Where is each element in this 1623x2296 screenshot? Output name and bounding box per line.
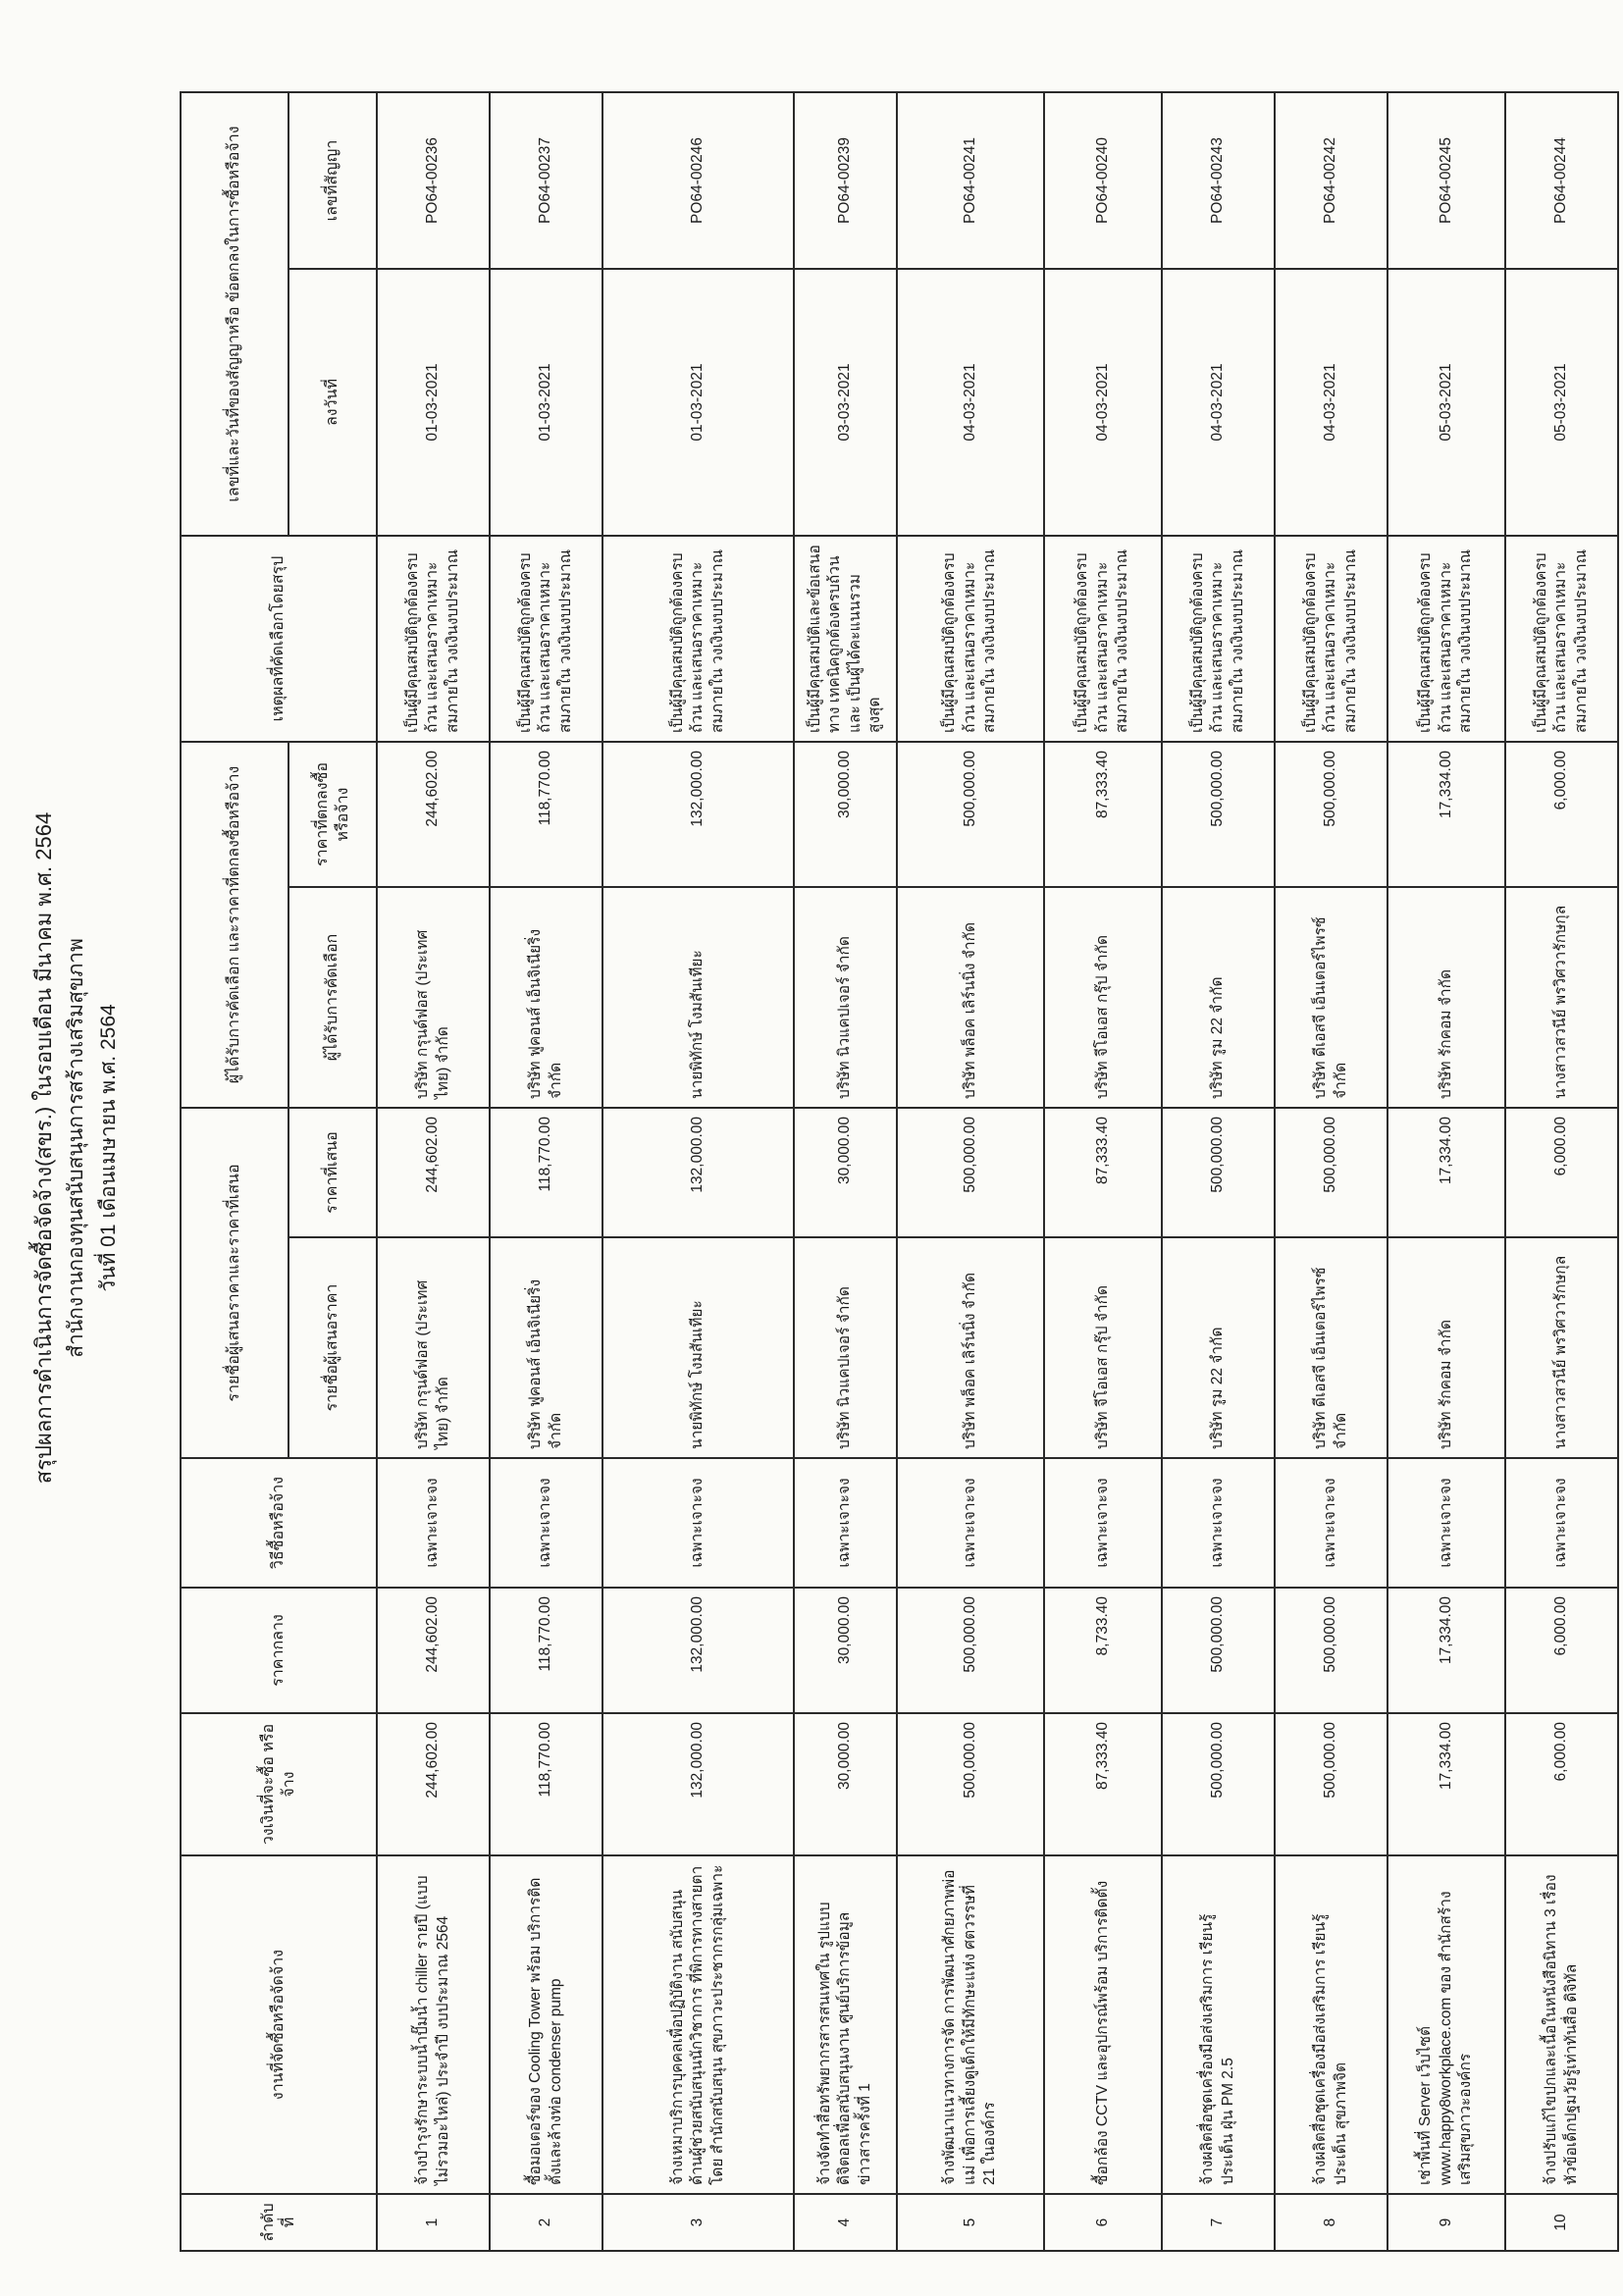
cell-work-description: จ้างเหมาบริการบุคคลเพื่อปฏิบัติงาน สนับสนุนด้านผู้ช่วยสนับสนุนนักวิชาการ ที่พิการทางสายตา โดย สำนักสนับสนุน สุขภาวะประชากรกลุ่มเฉพาะ	[602, 1855, 794, 2194]
cell-middle-price: 17,334.00	[1387, 1588, 1505, 1713]
cell-reason: เป็นผู้มีคุณสมบัติถูกต้องครบถ้วน และเสนอราคาเหมาะสมภายใน วงเงินงบประมาณ	[490, 536, 602, 742]
cell-bidder-name: บริษัท ดีเอสจี เอ็นเตอร์ไพรซ์ จำกัด	[1275, 1237, 1387, 1458]
cell-no: 10	[1505, 2194, 1618, 2251]
cell-contract-no: PO64-00246	[602, 92, 794, 269]
header-method: วิธีซื้อหรือจ้าง	[181, 1458, 377, 1588]
cell-bidder-name: บริษัท รูม 22 จำกัด	[1162, 1237, 1275, 1458]
cell-work-description: ซื้อมอเตอร์ของ Cooling Tower พร้อม บริการติดตั้งและล้างท่อ condenser pump	[490, 1855, 602, 2194]
header-reason: เหตุผลที่คัดเลือกโดยสรุป	[181, 536, 377, 742]
cell-middle-price: 132,000.00	[602, 1588, 794, 1713]
cell-work-description: จ้างพัฒนาแนวทางการจัด การพัฒนาศักยภาพพ่อแม่ เพื่อการเลี้ยงดูเด็กให้มีทักษะแห่ง ศตวรรษที่ 21 ในองค์กร	[897, 1855, 1044, 2194]
cell-work-description: จ้างบำรุงรักษาระบบน้ำปั๊มน้ำ chiller รายปี (แบบไม่รวมอะไหล่) ประจำปี งบประมาณ 2564	[377, 1855, 490, 2194]
header-work: งานที่จัดซื้อหรือจัดจ้าง	[181, 1855, 377, 2194]
cell-work-description: เช่าพื้นที่ Server เว็บไซต์ www.happy8workplace.com ของ สำนักสร้างเสริมสุขภาวะองค์กร	[1387, 1855, 1505, 2194]
cell-bid-price: 244,602.00	[377, 1108, 490, 1237]
cell-no: 3	[602, 2194, 794, 2251]
table-row	[1505, 92, 1618, 2251]
cell-agreed-price: 30,000.00	[794, 742, 897, 887]
cell-agreed-price: 500,000.00	[897, 742, 1044, 887]
cell-budget: 17,334.00	[1387, 1713, 1505, 1855]
table-row	[1275, 92, 1387, 2251]
header-selected-group: ผู้ได้รับการคัดเลือก และราคาที่ตกลงซื้อหรือจ้าง	[181, 742, 288, 1108]
cell-selected-name: บริษัท รักคอม จำกัด	[1387, 887, 1505, 1108]
cell-reason: เป็นผู้มีคุณสมบัติถูกต้องครบถ้วน และเสนอราคาเหมาะสมภายใน วงเงินงบประมาณ	[897, 536, 1044, 742]
cell-agreed-price: 132,000.00	[602, 742, 794, 887]
document-title-line1: สรุปผลการดำเนินการจัดซื้อจัดจ้าง(สขร.) ในรอบเดือน มีนาคม พ.ศ. 2564	[31, 811, 56, 1485]
cell-middle-price: 6,000.00	[1505, 1588, 1618, 1713]
document-title-line2: สำนักงานกองทุนสนับสนุนการสร้างเสริมสุขภาพ	[65, 938, 88, 1358]
cell-middle-price: 500,000.00	[1275, 1588, 1387, 1713]
cell-middle-price: 118,770.00	[490, 1588, 602, 1713]
table-row	[794, 92, 897, 2251]
cell-work-description: จ้างจัดทำสื่อทรัพยากรสารสนเทศใน รูปแบบดิจิตอลเพื่อสนับสนุนงาน ศูนย์บริการข้อมูลข่าวสารครั้งที่ 1	[794, 1855, 897, 2194]
cell-method: เฉพาะเจาะจง	[794, 1458, 897, 1588]
cell-no: 6	[1044, 2194, 1162, 2251]
cell-no: 4	[794, 2194, 897, 2251]
cell-contract-date: 04-03-2021	[1044, 269, 1162, 536]
cell-bid-price: 500,000.00	[1275, 1108, 1387, 1237]
cell-selected-name: นางสาวสวนีย์ พรวิศวารักษกุล	[1505, 887, 1618, 1108]
cell-selected-name: บริษัท จีโอเอส กรุ๊ป จำกัด	[1044, 887, 1162, 1108]
cell-middle-price: 30,000.00	[794, 1588, 897, 1713]
cell-contract-no: PO64-00240	[1044, 92, 1162, 269]
cell-reason: เป็นผู้มีคุณสมบัติถูกต้องครบถ้วน และเสนอราคาเหมาะสมภายใน วงเงินงบประมาณ	[1275, 536, 1387, 742]
cell-method: เฉพาะเจาะจง	[1044, 1458, 1162, 1588]
cell-middle-price: 500,000.00	[897, 1588, 1044, 1713]
cell-no: 9	[1387, 2194, 1505, 2251]
cell-agreed-price: 17,334.00	[1387, 742, 1505, 887]
cell-bidder-name: บริษัท นิวแคปเจอร์ จำกัด	[794, 1237, 897, 1458]
table-row	[377, 92, 490, 2251]
cell-contract-no: PO64-00242	[1275, 92, 1387, 269]
cell-budget: 132,000.00	[602, 1713, 794, 1855]
cell-bid-price: 132,000.00	[602, 1108, 794, 1237]
cell-bidder-name: บริษัท จีโอเอส กรุ๊ป จำกัด	[1044, 1237, 1162, 1458]
cell-contract-date: 04-03-2021	[1275, 269, 1387, 536]
cell-method: เฉพาะเจาะจง	[377, 1458, 490, 1588]
cell-bid-price: 6,000.00	[1505, 1108, 1618, 1237]
cell-contract-no: PO64-00241	[897, 92, 1044, 269]
header-agreed-price: ราคาที่ตกลงซื้อ หรือจ้าง	[288, 742, 377, 887]
cell-work-description: จ้างผลิตสื่อชุดเครื่องมือส่งเสริมการ เรียนรู้ ประเด็น ฝุ่น PM 2.5	[1162, 1855, 1275, 2194]
cell-reason: เป็นผู้มีคุณสมบัติถูกต้องครบถ้วน และเสนอราคาเหมาะสมภายใน วงเงินงบประมาณ	[377, 536, 490, 742]
cell-budget: 118,770.00	[490, 1713, 602, 1855]
cell-bid-price: 87,333.40	[1044, 1108, 1162, 1237]
header-middle-price: ราคากลาง	[181, 1588, 377, 1713]
cell-contract-no: PO64-00236	[377, 92, 490, 269]
cell-contract-no: PO64-00244	[1505, 92, 1618, 269]
cell-contract-date: 05-03-2021	[1505, 269, 1618, 536]
header-contract-date: ลงวันที่	[288, 269, 377, 536]
header-budget: วงเงินที่จะซื้อ หรือจ้าง	[181, 1713, 377, 1855]
cell-work-description: จ้างผลิตสื่อชุดเครื่องมือส่งเสริมการ เรียนรู้ ประเด็น สุขภาพจิต	[1275, 1855, 1387, 2194]
table-row	[602, 92, 794, 2251]
cell-contract-no: PO64-00239	[794, 92, 897, 269]
cell-budget: 87,333.40	[1044, 1713, 1162, 1855]
document-title-block	[27, 0, 125, 2296]
header-bidder-name: รายชื่อผู้เสนอราคา	[288, 1237, 377, 1458]
cell-selected-name: บริษัท กรุนด์ฟอส (ประเทศ ไทย) จำกัด	[377, 887, 490, 1108]
cell-no: 8	[1275, 2194, 1387, 2251]
cell-reason: เป็นผู้มีคุณสมบัติและข้อเสนอทาง เทคนิคถูกต้องครบถ้วนและ เป็นผู้ได้คะแนนรวมสูงสุด	[794, 536, 897, 742]
header-contract-no: เลขที่สัญญา	[288, 92, 377, 269]
cell-no: 1	[377, 2194, 490, 2251]
cell-bidder-name: นางสาวสวนีย์ พรวิศวารักษกุล	[1505, 1237, 1618, 1458]
cell-method: เฉพาะเจาะจง	[602, 1458, 794, 1588]
header-no: ลำดับที่	[181, 2194, 377, 2251]
cell-contract-date: 03-03-2021	[794, 269, 897, 536]
table-body	[377, 92, 1618, 2251]
cell-selected-name: นายพิทักษ์ โงมสันเทียะ	[602, 887, 794, 1108]
cell-bidder-name: บริษัท กรุนด์ฟอส (ประเทศ ไทย) จำกัด	[377, 1237, 490, 1458]
cell-reason: เป็นผู้มีคุณสมบัติถูกต้องครบถ้วน และเสนอราคาเหมาะสมภายใน วงเงินงบประมาณ	[1044, 536, 1162, 742]
cell-bid-price: 500,000.00	[1162, 1108, 1275, 1237]
procurement-summary-table	[180, 91, 1619, 2252]
cell-method: เฉพาะเจาะจง	[1387, 1458, 1505, 1588]
cell-contract-no: PO64-00237	[490, 92, 602, 269]
cell-selected-name: บริษัท ฟูคอนส์ เอ็นจิเนียริ่ง จำกัด	[490, 887, 602, 1108]
header-bidders-group: รายชื่อผู้เสนอราคาและราคาที่เสนอ	[181, 1108, 288, 1458]
header-selected-name: ผู้ได้รับการคัดเลือก	[288, 887, 377, 1108]
cell-contract-date: 04-03-2021	[897, 269, 1044, 536]
cell-method: เฉพาะเจาะจง	[897, 1458, 1044, 1588]
cell-agreed-price: 87,333.40	[1044, 742, 1162, 887]
cell-bidder-name: นายพิทักษ์ โงมสันเทียะ	[602, 1237, 794, 1458]
cell-budget: 500,000.00	[1275, 1713, 1387, 1855]
cell-no: 5	[897, 2194, 1044, 2251]
cell-middle-price: 500,000.00	[1162, 1588, 1275, 1713]
cell-contract-date: 04-03-2021	[1162, 269, 1275, 536]
cell-contract-date: 01-03-2021	[377, 269, 490, 536]
cell-agreed-price: 244,602.00	[377, 742, 490, 887]
cell-reason: เป็นผู้มีคุณสมบัติถูกต้องครบถ้วน และเสนอราคาเหมาะสมภายใน วงเงินงบประมาณ	[1387, 536, 1505, 742]
cell-method: เฉพาะเจาะจง	[1162, 1458, 1275, 1588]
cell-contract-date: 01-03-2021	[602, 269, 794, 536]
cell-bid-price: 500,000.00	[897, 1108, 1044, 1237]
cell-budget: 6,000.00	[1505, 1713, 1618, 1855]
cell-agreed-price: 6,000.00	[1505, 742, 1618, 887]
document-title-line3: วันที่ 01 เดือนเมษายน พ.ศ. 2564	[96, 1004, 120, 1292]
cell-budget: 30,000.00	[794, 1713, 897, 1855]
cell-method: เฉพาะเจาะจง	[1505, 1458, 1618, 1588]
cell-bidder-name: บริษัท รักคอม จำกัด	[1387, 1237, 1505, 1458]
cell-no: 2	[490, 2194, 602, 2251]
cell-contract-no: PO64-00243	[1162, 92, 1275, 269]
cell-work-description: จ้างปรับแก้ไขปกและเนื้อในหนังสือนิทาน 3 เรื่อง หัวข้อเด็กปฐมวัยรู้เท่าทันสื่อ ดิจิทัล	[1505, 1855, 1618, 2194]
cell-agreed-price: 500,000.00	[1275, 742, 1387, 887]
header-bid-price: ราคาที่เสนอ	[288, 1108, 377, 1237]
cell-budget: 500,000.00	[1162, 1713, 1275, 1855]
table-row	[1387, 92, 1505, 2251]
cell-method: เฉพาะเจาะจง	[1275, 1458, 1387, 1588]
cell-agreed-price: 500,000.00	[1162, 742, 1275, 887]
cell-bid-price: 118,770.00	[490, 1108, 602, 1237]
cell-reason: เป็นผู้มีคุณสมบัติถูกต้องครบถ้วน และเสนอราคาเหมาะสมภายใน วงเงินงบประมาณ	[1162, 536, 1275, 742]
cell-no: 7	[1162, 2194, 1275, 2251]
header-contract-group: เลขที่และวันที่ของสัญญาหรือ ข้อตกลงในการซื้อหรือจ้าง	[181, 92, 288, 536]
cell-contract-date: 01-03-2021	[490, 269, 602, 536]
cell-selected-name: บริษัท ดีเอสจี เอ็นเตอร์ไพรซ์ จำกัด	[1275, 887, 1387, 1108]
table-row	[490, 92, 602, 2251]
cell-reason: เป็นผู้มีคุณสมบัติถูกต้องครบถ้วน และเสนอราคาเหมาะสมภายใน วงเงินงบประมาณ	[1505, 536, 1618, 742]
cell-contract-date: 05-03-2021	[1387, 269, 1505, 536]
cell-work-description: ซื้อกล้อง CCTV และอุปกรณ์พร้อม บริการติดตั้ง	[1044, 1855, 1162, 2194]
cell-bidder-name: บริษัท ฟูคอนส์ เอ็นจิเนียริ่ง จำกัด	[490, 1237, 602, 1458]
table-row	[897, 92, 1044, 2251]
cell-reason: เป็นผู้มีคุณสมบัติถูกต้องครบถ้วน และเสนอราคาเหมาะสมภายใน วงเงินงบประมาณ	[602, 536, 794, 742]
cell-middle-price: 244,602.00	[377, 1588, 490, 1713]
cell-bidder-name: บริษัท พล็อค เลิร์นนิ่ง จำกัด	[897, 1237, 1044, 1458]
cell-contract-no: PO64-00245	[1387, 92, 1505, 269]
cell-selected-name: บริษัท พล็อค เลิร์นนิ่ง จำกัด	[897, 887, 1044, 1108]
cell-middle-price: 8,733.40	[1044, 1588, 1162, 1713]
cell-budget: 244,602.00	[377, 1713, 490, 1855]
cell-selected-name: บริษัท นิวแคปเจอร์ จำกัด	[794, 887, 897, 1108]
cell-selected-name: บริษัท รูม 22 จำกัด	[1162, 887, 1275, 1108]
cell-bid-price: 17,334.00	[1387, 1108, 1505, 1237]
cell-budget: 500,000.00	[897, 1713, 1044, 1855]
cell-agreed-price: 118,770.00	[490, 742, 602, 887]
cell-method: เฉพาะเจาะจง	[490, 1458, 602, 1588]
table-row	[1044, 92, 1162, 2251]
cell-bid-price: 30,000.00	[794, 1108, 897, 1237]
table-row	[1162, 92, 1275, 2251]
